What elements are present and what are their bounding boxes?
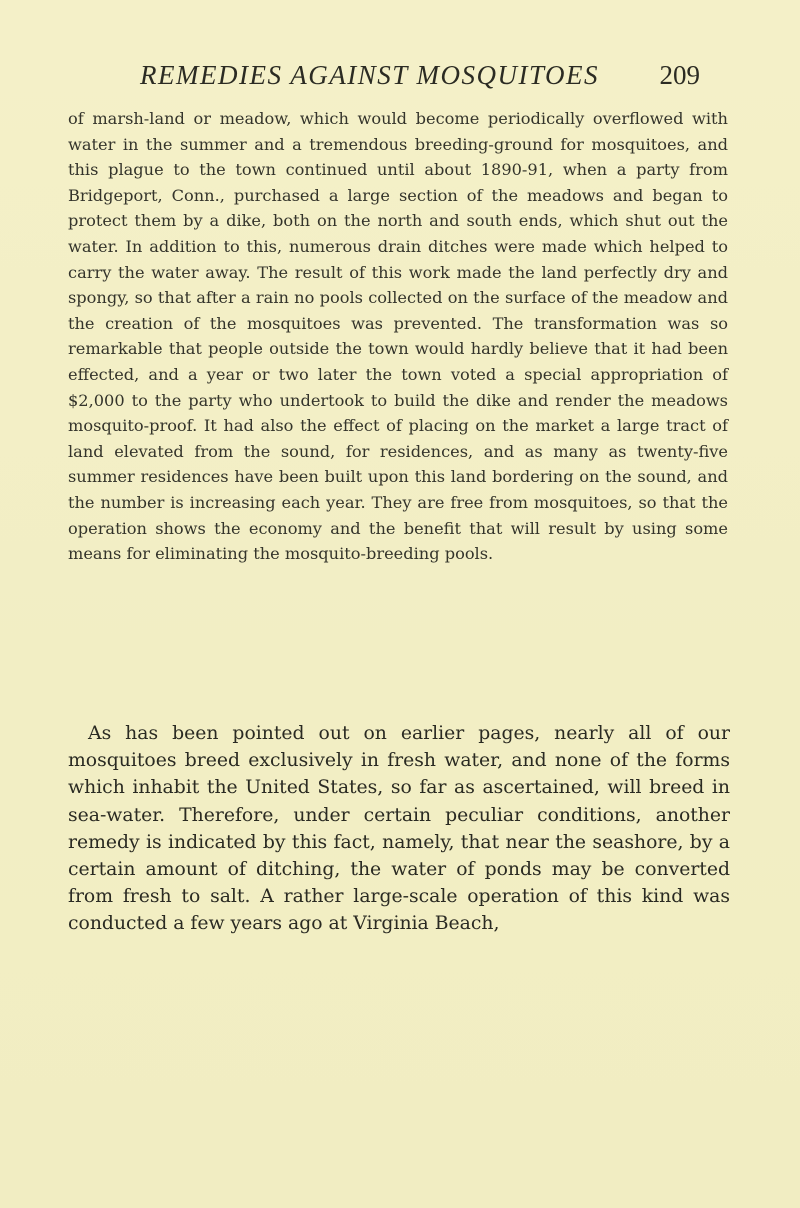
page-number: 209 (659, 60, 700, 90)
paragraph-sea-water: As has been pointed out on earlier pages, nearly all of our mosquitoes breed exclusively in fresh water, and none of the forms which inhabit the United States, so far as ascertained, will breed in sea-water. Therefore, under certain peculiar conditions, another remedy is indicated by this fact, namely, that near the seashore, by a certain amount of ditching, the water of ponds may be converted from fresh to salt. A rather large-scale operation of this kind was conducted a few years ago at Virginia Beach, (68, 723, 730, 935)
page-header (140, 60, 700, 100)
running-title: REMEDIES AGAINST MOSQUITOES (140, 60, 599, 90)
paragraph-marsh-land: of marsh-land or meadow, which would become periodically overflowed with water in the summer and a tremendous breeding-ground for mosquitoes, and this plague to the town continued until about 1890-91, when a party from Bridgeport, Conn., purchased a large section of the meadows and began to protect them by a dike, both on the north and south ends, which shut out the water. In addition to this, numerous drain ditches were made which helped to carry the water away. The result of this work made the land perfectly dry and spongy, so that after a rain no pools collected on the surface of the meadow and the creation of the mosquitoes was prevented. The transformation was so remarkable that people outside the town would hardly believe that it had been effected, and a year or two later the town voted a special appropriation of $2,000 to the party who undertook to build the dike and render the meadows mosquito-proof. It had also the effect of placing on the market a large tract of land elevated from the sound, for residences, and as many as twenty-five summer residences have been built upon this land bordering on the sound, and the number is increasing each year. They are free from mosquitoes, so that the operation shows the economy and the benefit that will result by using some means for eliminating the mosquito-breeding pools. (68, 109, 728, 564)
